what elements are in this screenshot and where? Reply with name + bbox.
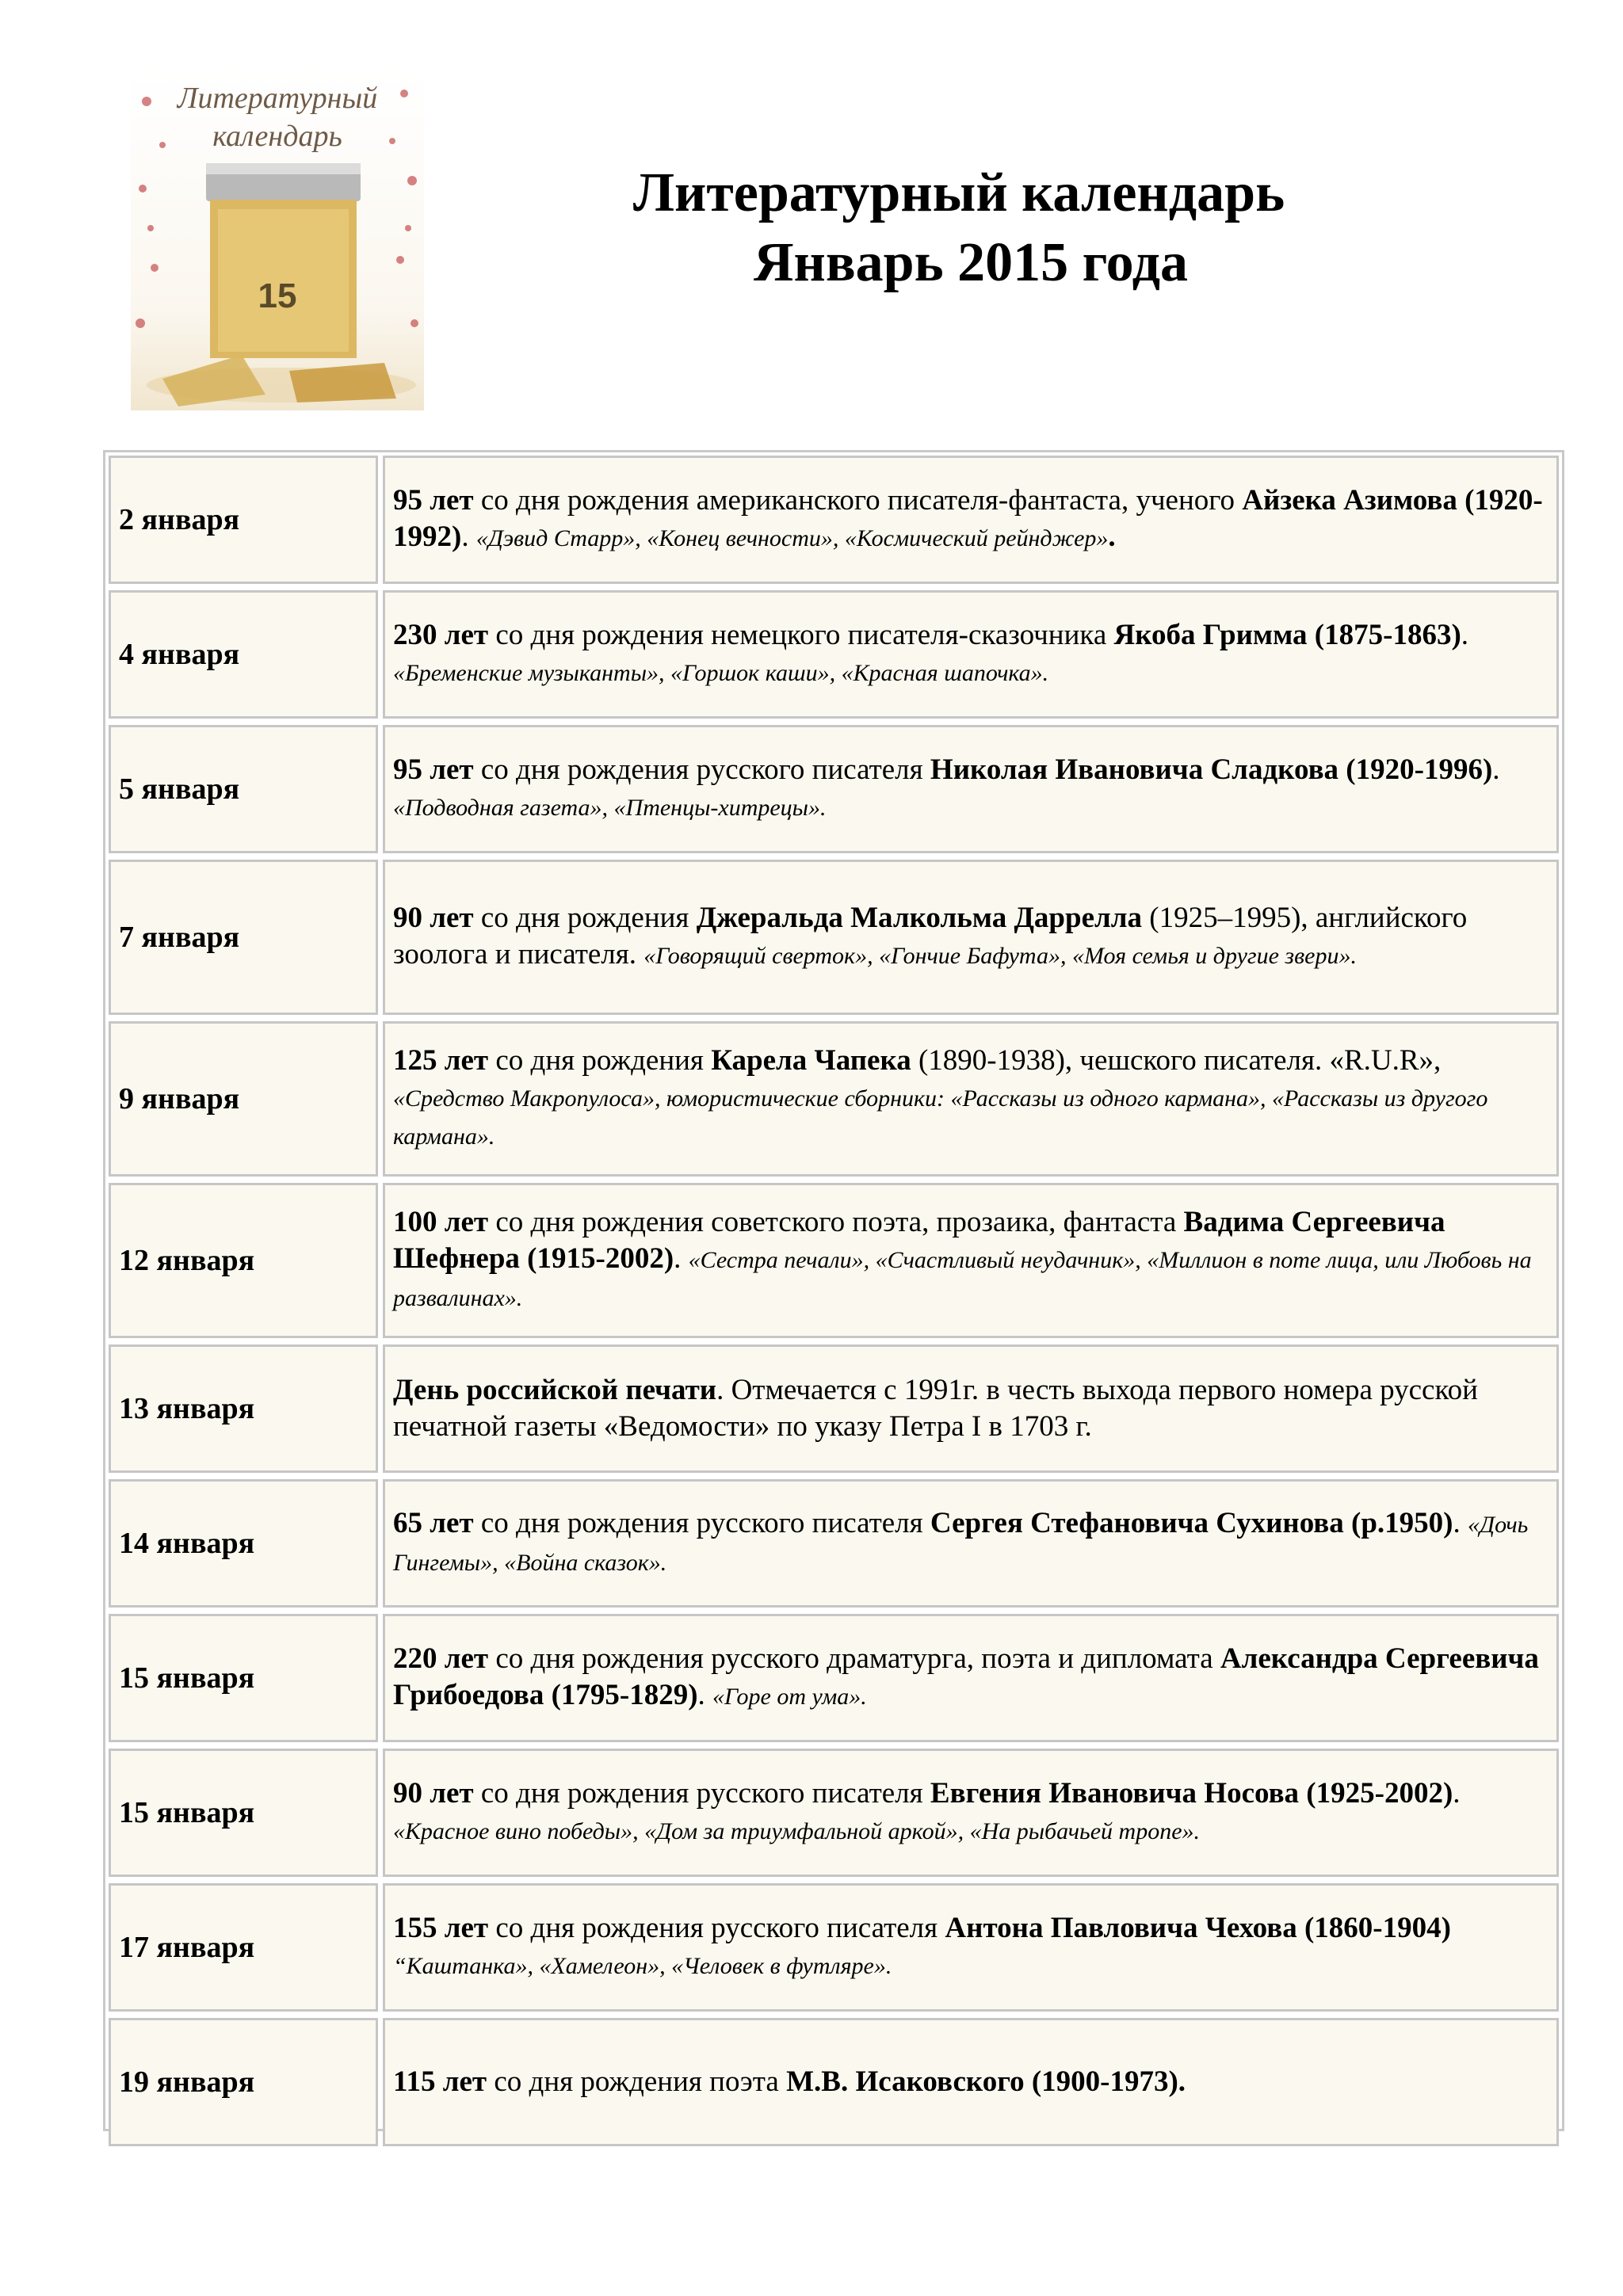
date-cell: 9 января — [109, 1021, 378, 1177]
description-cell — [383, 1344, 1559, 1473]
anniversary-years: 125 лет — [393, 1044, 489, 1077]
description-after: . — [1492, 753, 1500, 786]
description-after: . — [1453, 1777, 1461, 1810]
anniversary-years: 115 лет — [393, 2065, 487, 2098]
description-text: со дня рождения русского писателя — [473, 1777, 930, 1810]
table-row — [109, 860, 1559, 1015]
person-name: Айзека Азимова (1920-1992) — [393, 484, 1543, 553]
description-tail: . — [1108, 521, 1116, 553]
table-row — [109, 590, 1559, 719]
description-cell — [383, 1021, 1559, 1177]
person-name: Евгения Ивановича Носова (1925-2002) — [930, 1777, 1453, 1810]
anniversary-years: День российской печати — [393, 1374, 717, 1406]
table-row — [109, 1479, 1559, 1608]
description-after: . — [1461, 619, 1469, 651]
person-name: Вадима Сергеевича Шефнера (1915-2002) — [393, 1206, 1445, 1275]
description-text: со дня рождения поэта — [487, 2065, 787, 2098]
works-list: «Говорящий сверток», «Гончие Бафута», «Моя семья и другие звери». — [643, 943, 1357, 969]
description-after: (1890-1938), чешского писателя. «R.U.R», — [911, 1044, 1442, 1077]
works-list: «Сестра печали», «Счастливый неудачник», «Миллион в поте лица, или Любовь на развалинах». — [393, 1247, 1532, 1311]
person-name: Антона Павловича Чехова (1860-1904) — [945, 1912, 1451, 1944]
description-after: . — [697, 1679, 713, 1711]
anniversary-years: 95 лет — [393, 753, 474, 786]
anniversary-years: 90 лет — [393, 1777, 474, 1810]
table-row — [109, 1344, 1559, 1473]
description-after: (1925–1995), английского зоолога и писателя. — [393, 902, 1468, 971]
person-name: Джеральда Малкольма Даррелла — [696, 902, 1143, 934]
date-cell: 17 января — [109, 1883, 378, 2012]
description-text: со дня рождения — [488, 1044, 712, 1077]
description-cell — [383, 1614, 1559, 1742]
title-line1: Литературный календарь — [632, 162, 1285, 223]
table-row — [109, 456, 1559, 584]
table-row — [109, 1614, 1559, 1742]
works-list: «Дочь Гингемы», «Война сказок». — [393, 1512, 1529, 1576]
description-cell — [383, 2018, 1559, 2146]
person-name: Якоба Гримма (1875-1863) — [1113, 619, 1461, 651]
description-cell — [383, 1183, 1559, 1338]
table-row — [109, 725, 1559, 853]
description-after: . — [674, 1242, 689, 1275]
date-cell: 4 января — [109, 590, 378, 719]
date-cell: 2 января — [109, 456, 378, 584]
date-cell: 13 января — [109, 1344, 378, 1473]
table-row — [109, 1749, 1559, 1877]
table-row — [109, 1183, 1559, 1338]
description-cell — [383, 860, 1559, 1015]
date-cell: 15 января — [109, 1749, 378, 1877]
description-text: со дня рождения — [473, 902, 697, 934]
works-list: «Средство Макропулоса», юмористические сборники: «Рассказы из одного кармана», «Рассказы из другого кармана». — [393, 1085, 1488, 1150]
calendar-table — [103, 450, 1564, 2131]
anniversary-years: 65 лет — [393, 1507, 474, 1539]
works-list: «Бременские музыканты», «Горшок каши», «Красная шапочка». — [393, 660, 1049, 686]
anniversary-years: 90 лет — [393, 902, 474, 934]
anniversary-years: 155 лет — [393, 1912, 489, 1944]
description-text: со дня рождения русского драматурга, поэта и дипломата — [488, 1642, 1220, 1675]
works-list: “Каштанка», «Хамелеон», «Человек в футляре». — [393, 1953, 892, 1979]
date-cell: 7 января — [109, 860, 378, 1015]
anniversary-years: 95 лет — [393, 484, 474, 517]
description-after: . — [1453, 1507, 1468, 1539]
person-name: М.В. Исаковского (1900-1973). — [786, 2065, 1186, 2098]
description-cell — [383, 590, 1559, 719]
anniversary-years: 230 лет — [393, 619, 489, 651]
person-name: Александра Сергеевича Грибоедова (1795-1829) — [393, 1642, 1539, 1711]
description-text: со дня рождения американского писателя-фантаста, ученого — [473, 484, 1243, 517]
literary-calendar-logo — [131, 70, 424, 410]
description-after: . — [461, 521, 476, 553]
table-row — [109, 2018, 1559, 2146]
date-cell: 12 января — [109, 1183, 378, 1338]
description-text: . Отмечается с 1991г. в честь выхода первого номера русской печатной газеты «Ведомости» по указу Петра I в 1703 г. — [393, 1374, 1478, 1443]
logo-text-line2: календарь — [212, 120, 342, 153]
date-cell: 14 января — [109, 1479, 378, 1608]
date-cell: 15 января — [109, 1614, 378, 1742]
works-list: «Подводная газета», «Птенцы-хитрецы». — [393, 795, 827, 821]
description-text: со дня рождения русского писателя — [488, 1912, 945, 1944]
description-cell — [383, 456, 1559, 584]
description-text: со дня рождения советского поэта, прозаика, фантаста — [488, 1206, 1184, 1238]
logo-text-line1: Литературный — [177, 82, 378, 115]
works-list: «Красное вино победы», «Дом за триумфальной аркой», «На рыбачьей тропе». — [393, 1818, 1201, 1844]
description-text: со дня рождения немецкого писателя-сказочника — [488, 619, 1114, 651]
anniversary-years: 100 лет — [393, 1206, 489, 1238]
description-cell — [383, 725, 1559, 853]
date-cell: 19 января — [109, 2018, 378, 2146]
table-row — [109, 1021, 1559, 1177]
anniversary-years: 220 лет — [393, 1642, 489, 1675]
person-name: Сергея Стефановича Сухинова (р.1950) — [930, 1507, 1453, 1539]
title-line2: Январь 2015 года — [753, 232, 1189, 293]
description-text: со дня рождения русского писателя — [473, 753, 930, 786]
person-name: Николая Ивановича Сладкова (1920-1996) — [930, 753, 1493, 786]
page-title — [444, 158, 1474, 298]
table-row — [109, 1883, 1559, 2012]
works-list: «Горе от ума». — [712, 1684, 867, 1710]
description-cell — [383, 1883, 1559, 2012]
date-cell: 5 января — [109, 725, 378, 853]
calendar-number: 15 — [258, 277, 297, 315]
description-text: со дня рождения русского писателя — [473, 1507, 930, 1539]
person-name: Карела Чапека — [711, 1044, 911, 1077]
description-cell — [383, 1749, 1559, 1877]
works-list: «Дэвид Старр», «Конец вечности», «Космический рейнджер» — [475, 525, 1109, 551]
description-cell — [383, 1479, 1559, 1608]
